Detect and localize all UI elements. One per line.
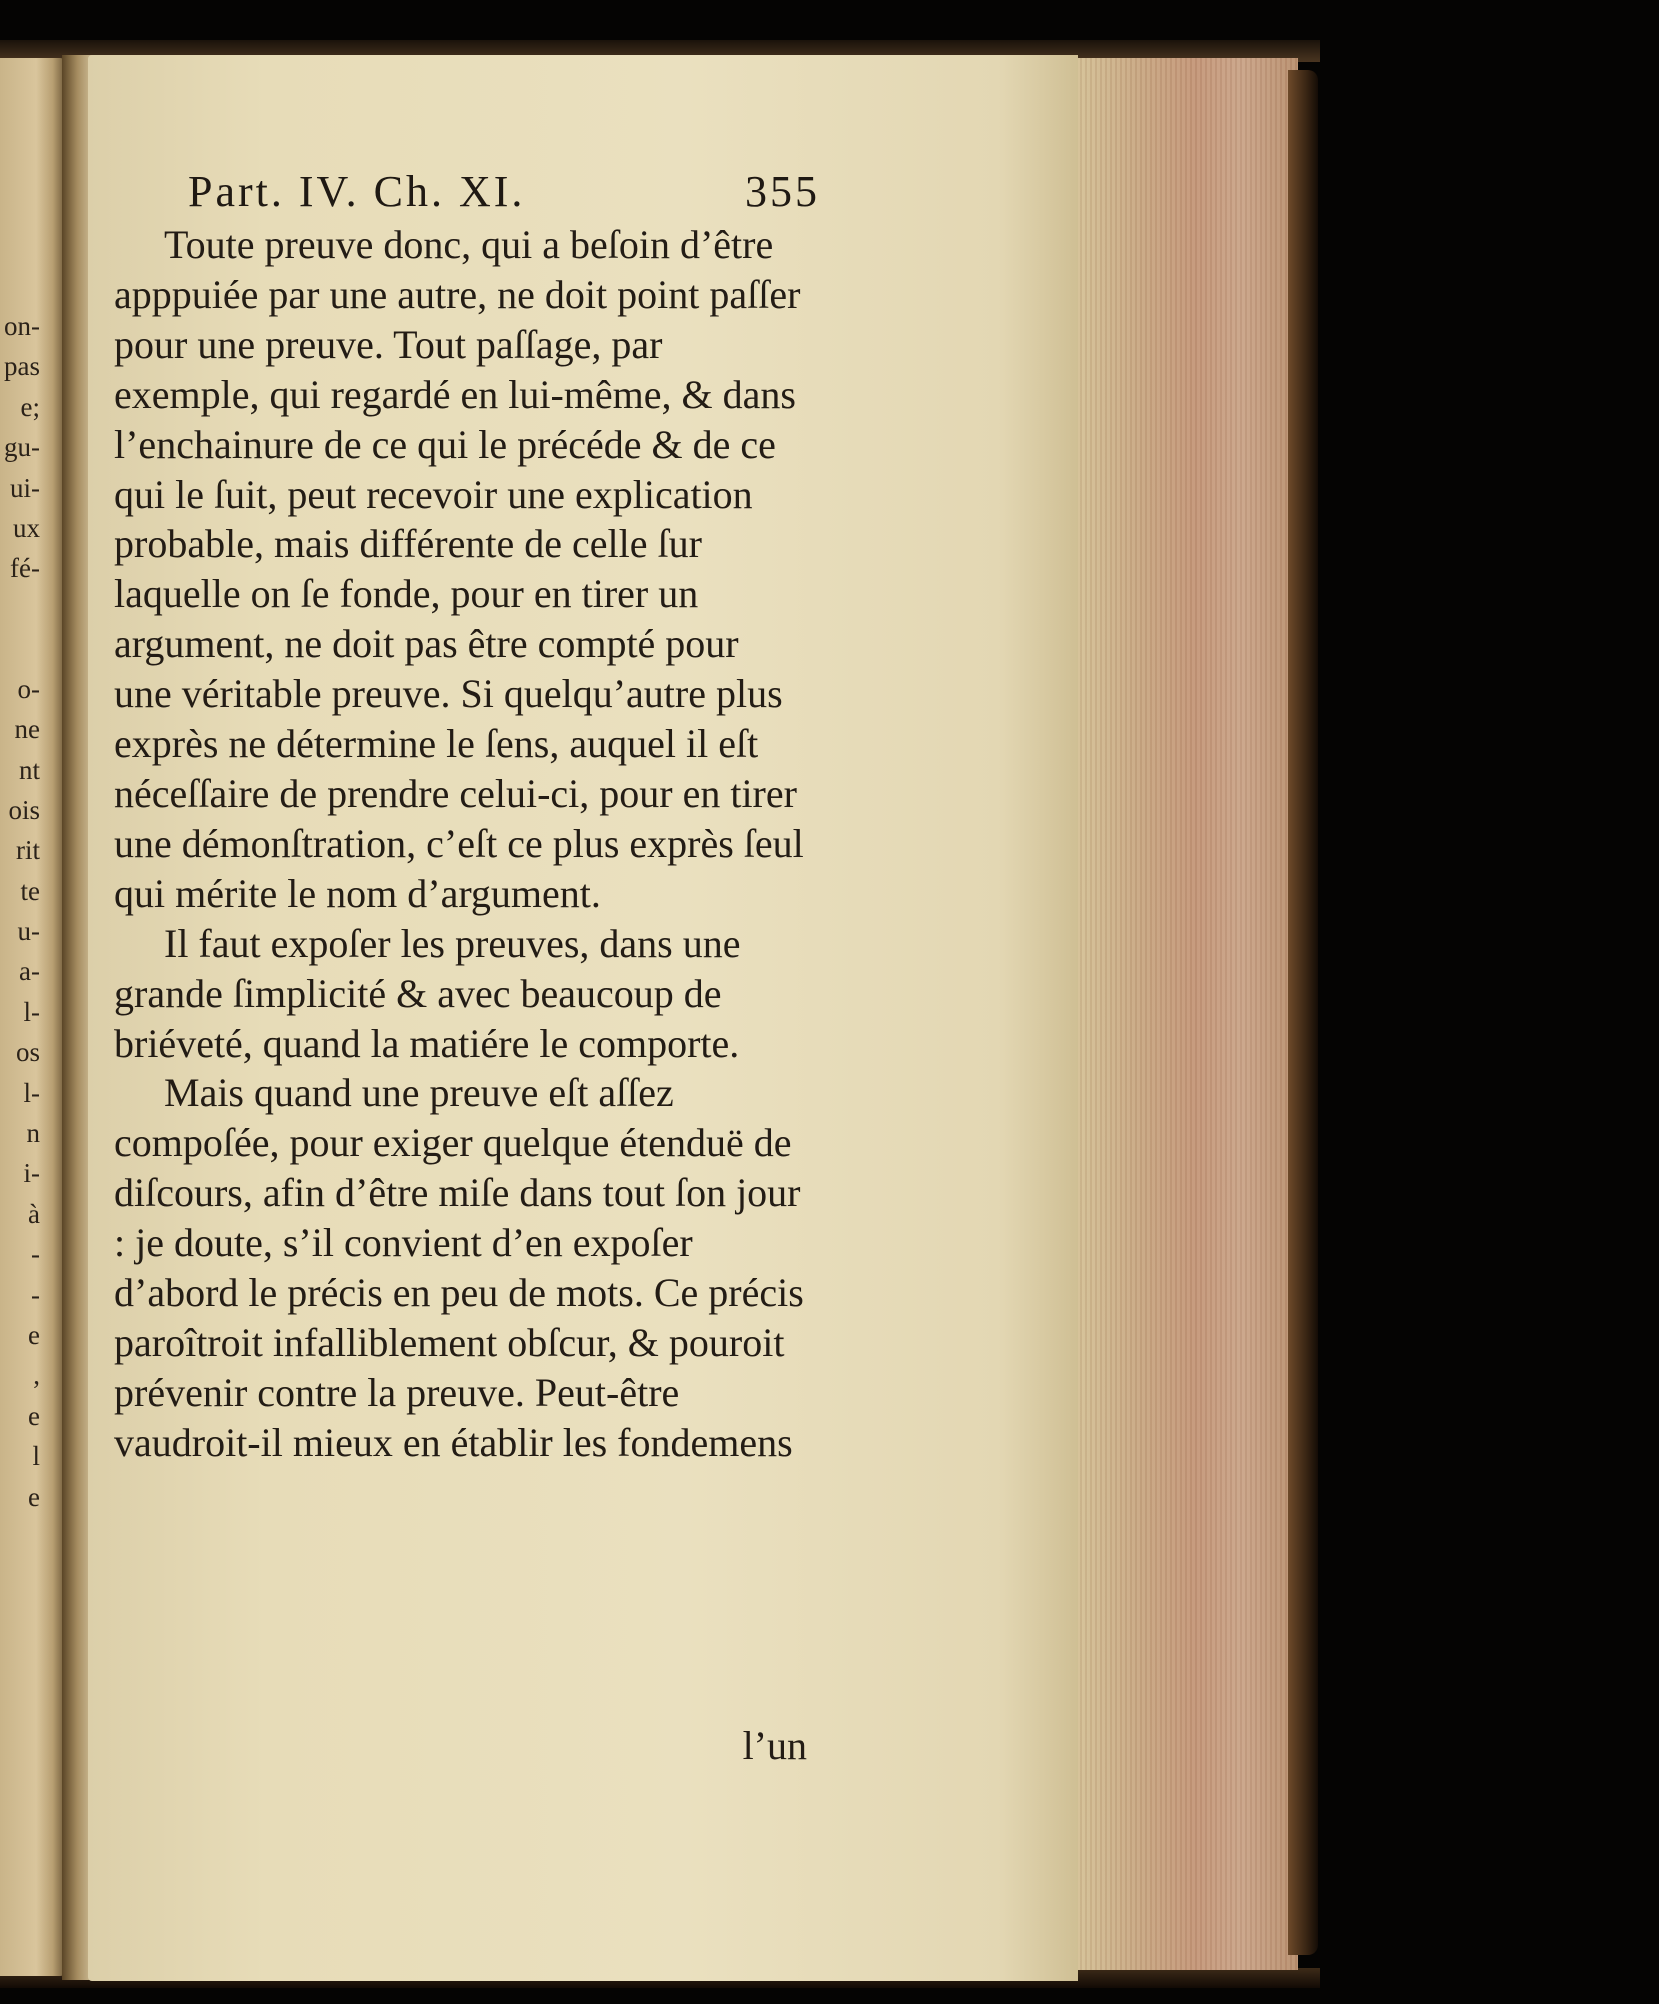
facing-page-fragment: ux bbox=[13, 512, 40, 543]
paragraph-2: Il faut expoſer les preuves, dans une grande ſimplicité & avec beaucoup de briéveté, quand la matiére le comporte. bbox=[114, 920, 741, 1066]
page-body bbox=[114, 220, 804, 1468]
paragraph-3: Mais quand une preuve eſt aſſez compoſée, pour exiger quelque étenduë de diſcours, afin d’être miſe dans tout ſon jour : je doute, s’il convient d’en expoſer d’abord le précis en peu de mots. Ce précis paroîtroit infalliblement obſcur, & pouroit prévenir contre la preuve. Peut-être vaudroit-il mieux en établir les fondemens bbox=[114, 1070, 804, 1465]
facing-page-fragment: te bbox=[20, 875, 40, 906]
facing-page-fragment: os bbox=[15, 1037, 40, 1068]
running-header bbox=[188, 166, 820, 216]
page-fore-edge bbox=[1070, 58, 1298, 1970]
facing-page-edge bbox=[0, 58, 66, 1976]
facing-page-fragment: e bbox=[28, 1319, 40, 1350]
facing-page-fragment: à bbox=[28, 1198, 40, 1229]
facing-page-fragment: - bbox=[31, 1279, 40, 1310]
facing-page-fragment: e bbox=[28, 1481, 40, 1512]
facing-page-fragment: fé- bbox=[10, 553, 40, 584]
facing-page-fragment: , bbox=[33, 1360, 40, 1391]
fragment-gap bbox=[0, 589, 40, 669]
catchword: l’un bbox=[742, 1723, 807, 1768]
facing-page-fragment: o- bbox=[17, 673, 40, 704]
facing-page-fragment: l- bbox=[23, 996, 40, 1027]
facing-page-fragments bbox=[0, 306, 40, 1517]
facing-page-fragment: ne bbox=[14, 714, 40, 745]
page-number: 355 bbox=[745, 167, 820, 216]
facing-page-fragment: u- bbox=[17, 916, 40, 947]
paragraph-1: Toute preuve donc, qui a beſoin d’être apppuiée par une autre, ne doit point paſſer pour une preuve. Tout paſſage, par exemple, qui regardé en lui-même, & dans l’enchainure de ce qui le précéde & de ce qui le ſuit, peut recevoir une explication probable, mais différente de celle ſur laquelle on ſe fonde, pour en tirer un argument, ne doit pas être compté pour une véritable preuve. Si quelqu’autre plus exprès ne détermine le ſens, auquel il eſt néceſſaire de prendre celui-ci, pour en tirer une démonſtration, c’eſt ce plus exprès ſeul qui mérite le nom d’argument. bbox=[114, 222, 804, 916]
facing-page-fragment: nt bbox=[18, 754, 40, 785]
facing-page-fragment: - bbox=[31, 1239, 40, 1270]
facing-page-fragment: a- bbox=[19, 956, 40, 987]
facing-page-fragment: ui- bbox=[10, 472, 40, 503]
facing-page-fragment: l- bbox=[23, 1077, 40, 1108]
facing-page-fragment: l bbox=[32, 1441, 40, 1472]
facing-page-fragment: gu- bbox=[4, 432, 40, 463]
facing-page-fragment: n bbox=[26, 1118, 40, 1149]
running-title: Part. IV. Ch. XI. bbox=[188, 167, 526, 216]
facing-page-fragment: rit bbox=[16, 835, 40, 866]
facing-page-fragment: ois bbox=[8, 794, 40, 825]
binding-edge bbox=[1288, 70, 1318, 1955]
facing-page-fragment: e bbox=[28, 1400, 40, 1431]
facing-page-fragment: e; bbox=[20, 391, 40, 422]
facing-page-fragment: i- bbox=[23, 1158, 40, 1189]
facing-page-fragment: on- bbox=[4, 311, 40, 341]
facing-page-fragment: pas bbox=[4, 351, 40, 382]
